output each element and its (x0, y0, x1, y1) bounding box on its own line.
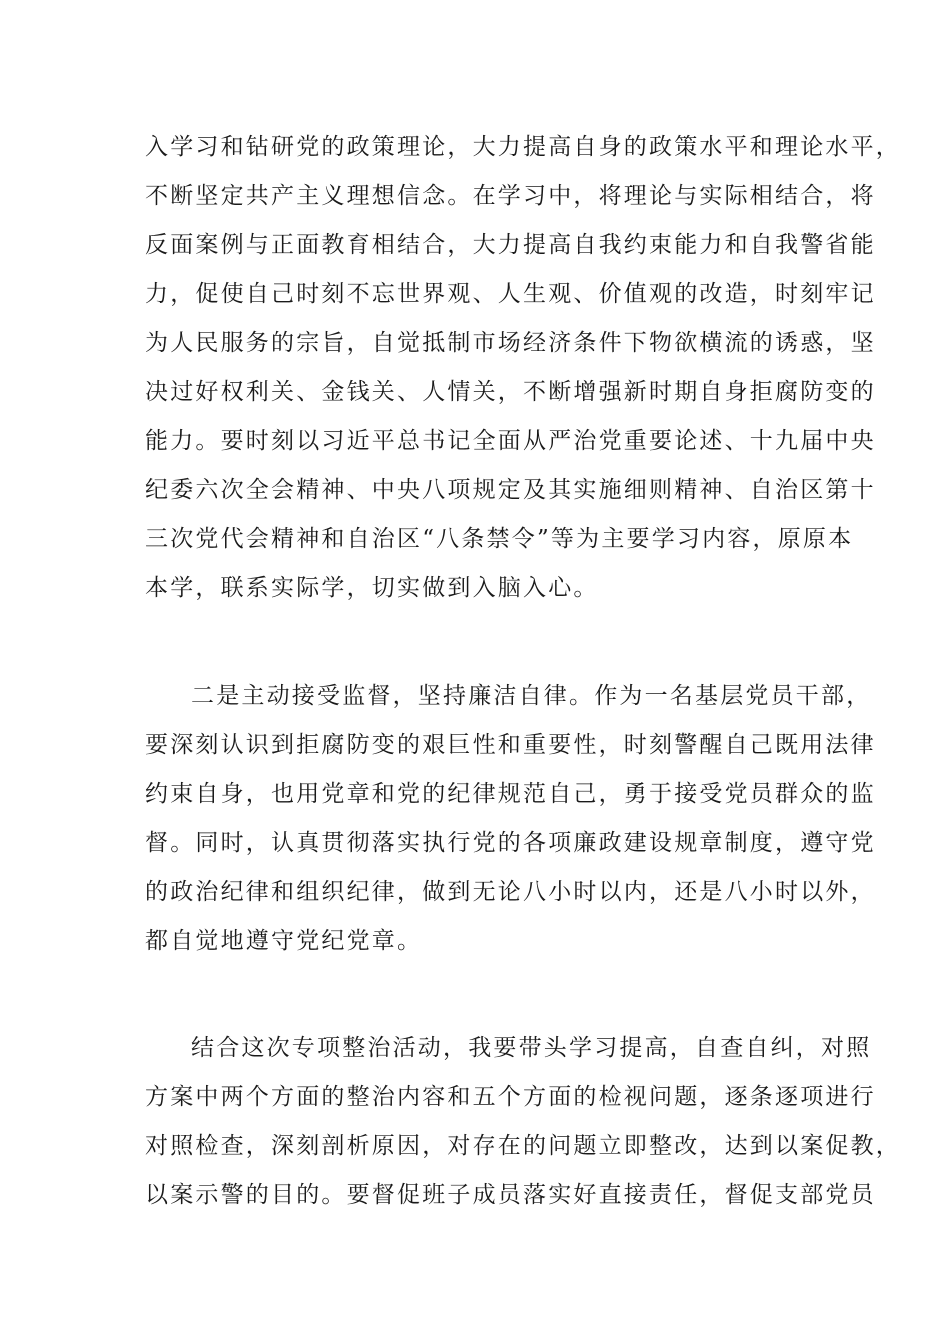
text-line: 本学，联系实际学，切实做到入脑入心。 (145, 575, 599, 601)
text-line: 约束自身，也用党章和党的纪律规范自己，勇于接受党员群众的监 (145, 781, 876, 807)
text-line: 为人民服务的宗旨，自觉抵制市场经济条件下物欲横流的诱惑，坚 (145, 330, 876, 356)
text-line: 对照检查，深刻剖析原因，对存在的问题立即整改，达到以案促教， (145, 1133, 901, 1159)
text-line: 入学习和钻研党的政策理论，大力提高自身的政策水平和理论水平， (145, 134, 901, 160)
text-line: 的政治纪律和组织纪律，做到无论八小时以内，还是八小时以外， (145, 879, 876, 905)
text-line: 三次党代会精神和自治区“八条禁令”等为主要学习内容，原原本 (145, 526, 854, 552)
text-line: 督。同时，认真贯彻落实执行党的各项廉政建设规章制度，遵守党 (145, 830, 876, 856)
paragraph-accept-supervision (145, 672, 876, 966)
text-line: 方案中两个方面的整治内容和五个方面的检视问题，逐条逐项进行 (145, 1084, 876, 1110)
text-line: 力，促使自己时刻不忘世界观、人生观、价值观的改造，时刻牢记 (145, 281, 876, 307)
text-line: 纪委六次全会精神、中央八项规定及其实施细则精神、自治区第十 (145, 477, 876, 503)
text-line: 要深刻认识到拒腐防变的艰巨性和重要性，时刻警醒自己既用法律 (145, 732, 876, 758)
paragraph-special-rectification (145, 1024, 901, 1220)
text-line: 决过好权利关、金钱关、人情关，不断增强新时期自身拒腐防变的 (145, 379, 876, 405)
paragraph-continued-study (145, 123, 901, 613)
text-line: 二是主动接受监督，坚持廉洁自律。作为一名基层党员干部， (191, 683, 872, 709)
text-line: 以案示警的目的。要督促班子成员落实好直接责任，督促支部党员 (145, 1182, 876, 1208)
text-line: 结合这次专项整治活动，我要带头学习提高，自查自纠，对照 (191, 1035, 872, 1061)
text-line: 都自觉地遵守党纪党章。 (145, 928, 423, 954)
text-line: 能力。要时刻以习近平总书记全面从严治党重要论述、十九届中央 (145, 428, 876, 454)
text-line: 反面案例与正面教育相结合，大力提高自我约束能力和自我警省能 (145, 232, 876, 258)
text-line: 不断坚定共产主义理想信念。在学习中，将理论与实际相结合，将 (145, 183, 876, 209)
